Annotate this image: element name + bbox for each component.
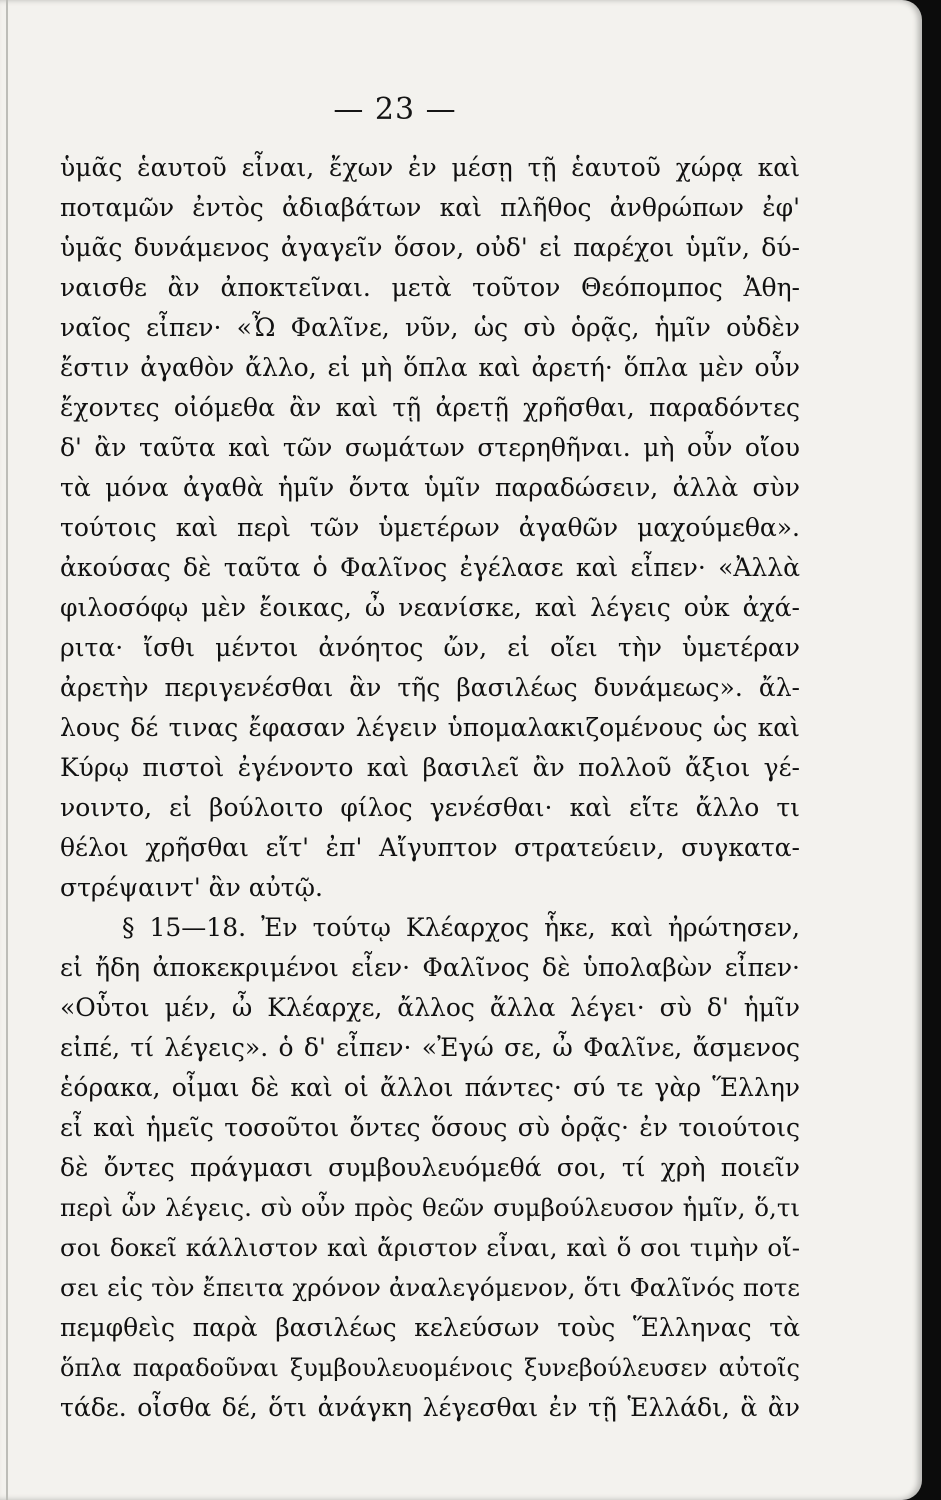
text-line: Κύρῳ πιστοὶ ἐγένοντο καὶ βασιλεῖ ἂν πολλοῦ ἄξιοι γέ- [60,753,800,782]
page-edge-line [6,0,8,1500]
text-line: πεμφθεὶς παρὰ βασιλέως κελεύσων τοὺς Ἕλληνας τὰ [60,1313,800,1342]
text-line: φιλοσόφῳ μὲν ἔοικας, ὦ νεανίσκε, καὶ λέγεις οὐκ ἀχά- [60,593,800,622]
body-text [60,148,800,1428]
text-line: δὲ ὄντες πράγμασι συμβουλευόμεθά σοι, τί χρὴ ποιεῖν [60,1153,800,1182]
text-line: «Οὗτοι μέν, ὦ Κλέαρχε, ἄλλος ἄλλα λέγει· σὺ δ' ἡμῖν [60,993,800,1022]
text-line: εἰπέ, τί λέγεις». ὁ δ' εἶπεν· «Ἐγώ σε, ὦ Φαλῖνε, ἄσμενος [60,1033,800,1062]
text-line: ἀκούσας δὲ ταῦτα ὁ Φαλῖνος ἐγέλασε καὶ εἶπεν· «Ἀλλὰ [60,553,800,582]
text-line: λους δέ τινας ἔφασαν λέγειν ὑπομαλακιζομένους ὡς καὶ [60,713,800,742]
text-line: εἰ ἤδη ἀποκεκριμένοι εἶεν· Φαλῖνος δὲ ὑπολαβὼν εἶπεν· [60,953,800,982]
text-line: θέλοι χρῆσθαι εἴτ' ἐπ' Αἴγυπτον στρατεύειν, συγκατα- [60,833,800,862]
text-line: ποταμῶν ἐντὸς ἀδιαβάτων καὶ πλῆθος ἀνθρώπων ἐφ' [60,193,800,222]
text-line: ναισθε ἂν ἀποκτεῖναι. μετὰ τοῦτον Θεόπομπος Ἀθη- [60,273,800,302]
text-line: εἶ καὶ ἡμεῖς τοσοῦτοι ὄντες ὅσους σὺ ὁρᾷς· ἐν τοιούτοις [60,1113,800,1142]
text-line: σει εἰς τὸν ἔπειτα χρόνον ἀναλεγόμενον, ὅτι Φαλῖνός ποτε [60,1273,800,1302]
text-line: περὶ ὧν λέγεις. σὺ οὖν πρὸς θεῶν συμβούλευσον ἡμῖν, ὅ,τι [60,1193,800,1222]
text-line: στρέψαιντ' ἂν αὐτῷ. [60,873,323,902]
text-line: τάδε. οἶσθα δέ, ὅτι ἀνάγκη λέγεσθαι ἐν τῇ Ἑλλάδι, ἃ ἂν [60,1393,800,1422]
text-line: ἔστιν ἀγαθὸν ἄλλο, εἰ μὴ ὅπλα καὶ ἀρετή· ὅπλα μὲν οὖν [60,353,800,382]
text-line: ἀρετὴν περιγενέσθαι ἂν τῆς βασιλέως δυνάμεως». ἄλ- [60,673,800,702]
text-line: ἔχοντες οἰόμεθα ἂν καὶ τῇ ἀρετῇ χρῆσθαι, παραδόντες [60,393,800,422]
text-line: ὅπλα παραδοῦναι ξυμβουλευομένοις ξυνεβούλευσεν αὐτοῖς [60,1354,800,1382]
section-heading-line: § 15—18. Ἐν τούτῳ Κλέαρχος ἧκε, καὶ ἠρώτησεν, [122,913,800,942]
text-line: ριτα· ἴσθι μέντοι ἀνόητος ὤν, εἰ οἴει τὴν ὑμετέραν [60,633,800,662]
text-line: ὑμᾶς ἑαυτοῦ εἶναι, ἔχων ἐν μέσῃ τῇ ἑαυτοῦ χώρᾳ καὶ [60,153,800,182]
text-line: δ' ἂν ταῦτα καὶ τῶν σωμάτων στερηθῆναι. μὴ οὖν οἴου [60,433,800,462]
text-line: νοιντο, εἰ βούλοιτο φίλος γενέσθαι· καὶ εἴτε ἄλλο τι [60,793,800,822]
text-line: σοι δοκεῖ κάλλιστον καὶ ἄριστον εἶναι, καὶ ὅ σοι τιμὴν οἴ- [60,1233,800,1262]
text-line: ναῖος εἶπεν· «Ὦ Φαλῖνε, νῦν, ὡς σὺ ὁρᾷς, ἡμῖν οὐδὲν [60,313,800,342]
text-line: τὰ μόνα ἀγαθὰ ἡμῖν ὄντα ὑμῖν παραδώσειν, ἀλλὰ σὺν [60,473,800,502]
text-line: τούτοις καὶ περὶ τῶν ὑμετέρων ἀγαθῶν μαχούμεθα». [60,513,800,542]
text-line: ἑόρακα, οἶμαι δὲ καὶ οἱ ἄλλοι πάντες· σύ τε γὰρ Ἕλλην [60,1073,800,1102]
page-number: — 23 — [333,92,457,127]
text-line: ὑμᾶς δυνάμενος ἀγαγεῖν ὅσον, οὐδ' εἰ παρέχοι ὑμῖν, δύ- [60,233,800,262]
